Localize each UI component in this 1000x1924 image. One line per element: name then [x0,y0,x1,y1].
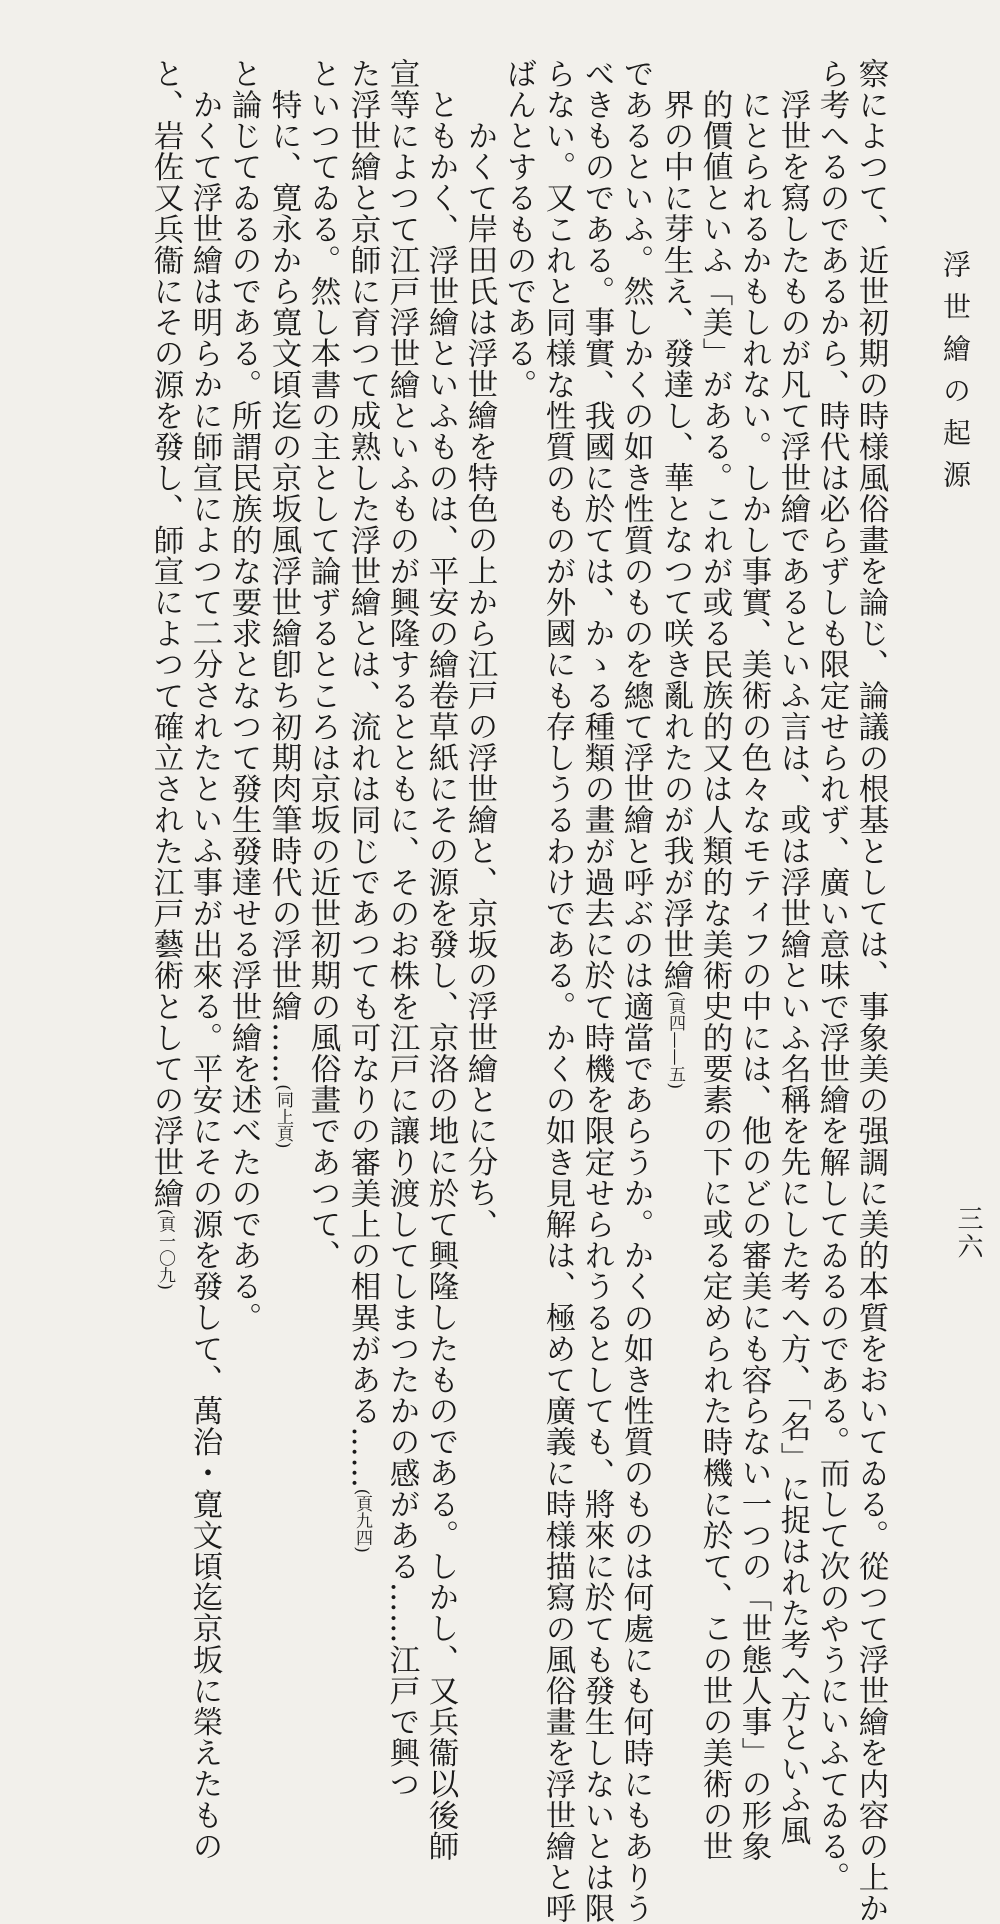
text-column: ら考へるのであるから、時代は必らずしも限定せられず、廣い意味で浮世繪を解してゐるのである。而して次のやうにいふてゐる。 [814,58,849,1893]
quote-column: 宣等によつて江戸浮世繪といふものが興隆するとともに、そのお株を江戸に讓り渡してしまつたかの感がある……江戸で興つ [384,58,419,1800]
text-column: らない。又これと同様な性質のものが外國にも存しうるわけである。かくの如き見解は、極めて廣義に時様描寫の風俗畫を浮世繪と呼 [540,58,575,1924]
quote-column: 浮世を寫したものが凡て浮世繪であるといふ言は、或は浮世繪といふ名稱を先にした考へ方、「名」に捉はれた考へ方といふ風 [775,89,810,1847]
text-column: かくて浮世繪は明らかに師宣によつて二分されたといふ事が出來る。平安にその源を發して、萬治・寛文頃迄京坂に榮えたもの [187,89,222,1862]
text-column [145,58,185,1478]
running-head: 浮世繪の起源 [939,250,972,502]
page-reference: (頁九四) [352,1488,372,1553]
text-column: ばんとするものである。 [501,58,536,401]
text-column: といつてゐる。然し本書の主として論ずるところは京坂の近世初期の風俗畫であつて、 [305,58,340,1271]
quote-text: た浮世繪と京師に育つて成熟した浮世繪とは、流れは同じであつても可なりの審美上の相異がある…… [345,58,380,1489]
page-reference: (頁一〇九) [155,1208,175,1290]
text-column: であるといふ。然しかくの如き性質のものを總て浮世繪と呼ぶのは適當であらうか。かくの如き性質のものは何處にも何時にもありう [618,58,653,1924]
quote-column [263,58,303,1478]
quote-column [655,58,695,1478]
page-reference: (同上頁) [273,1084,293,1149]
column-text: と、岩佐又兵衞にその源を發し、師宣によつて確立された江戸藝術としての浮世繪 [148,58,183,1209]
text-column: と論じてゐるのである。所謂民族的な要求となつて發生發達せる浮世繪を述べたのである。 [226,58,261,1334]
quote-column [342,58,382,1553]
quote-text: 界の中に芽生え、發達し、華となつて咲き亂れたのが我が浮世繪 [658,89,693,991]
quote-column: 的價値といふ「美」がある。これが或る民族的又は人類的な美術史的要素の下に或る定められた時機に於て、この世の美術の世 [697,89,732,1862]
quote-text: 特に、寛永から寛文頃迄の京坂風浮世繪卽ち初期肉筆時代の浮世繪…… [266,89,301,1085]
page-number: 三六 [953,1205,983,1261]
page-reference: (頁四——五) [665,990,685,1090]
quote-column: ともかく、浮世繪といふものは、平安の繪卷草紙にその源を發し、京洛の地に於て興隆したものである。しかし、又兵衞以後師 [423,89,458,1862]
text-column: べきものである。事實、我國に於ては、かゝる種類の畫が過去に於て時機を限定せられうるとしても、將來に於ても發生しないとは限 [579,58,614,1924]
text-column: 察によつて、近世初期の時様風俗畫を論じ、論議の根基としては、事象美の强調に美的本質をおいてゐる。從つて浮世繪を内容の上か [853,58,888,1924]
paragraph-start-column: かくて岸田氏は浮世繪を特色の上から江戸の浮世繪と、京坂の浮世繪とに分ち、 [462,120,497,1240]
body-text [120,58,890,1924]
quote-column: にとられるかもしれない。しかし事實、美術の色々なモティフの中には、他のどの審美にも容らない一つの「世態人事」の形象 [736,89,771,1862]
